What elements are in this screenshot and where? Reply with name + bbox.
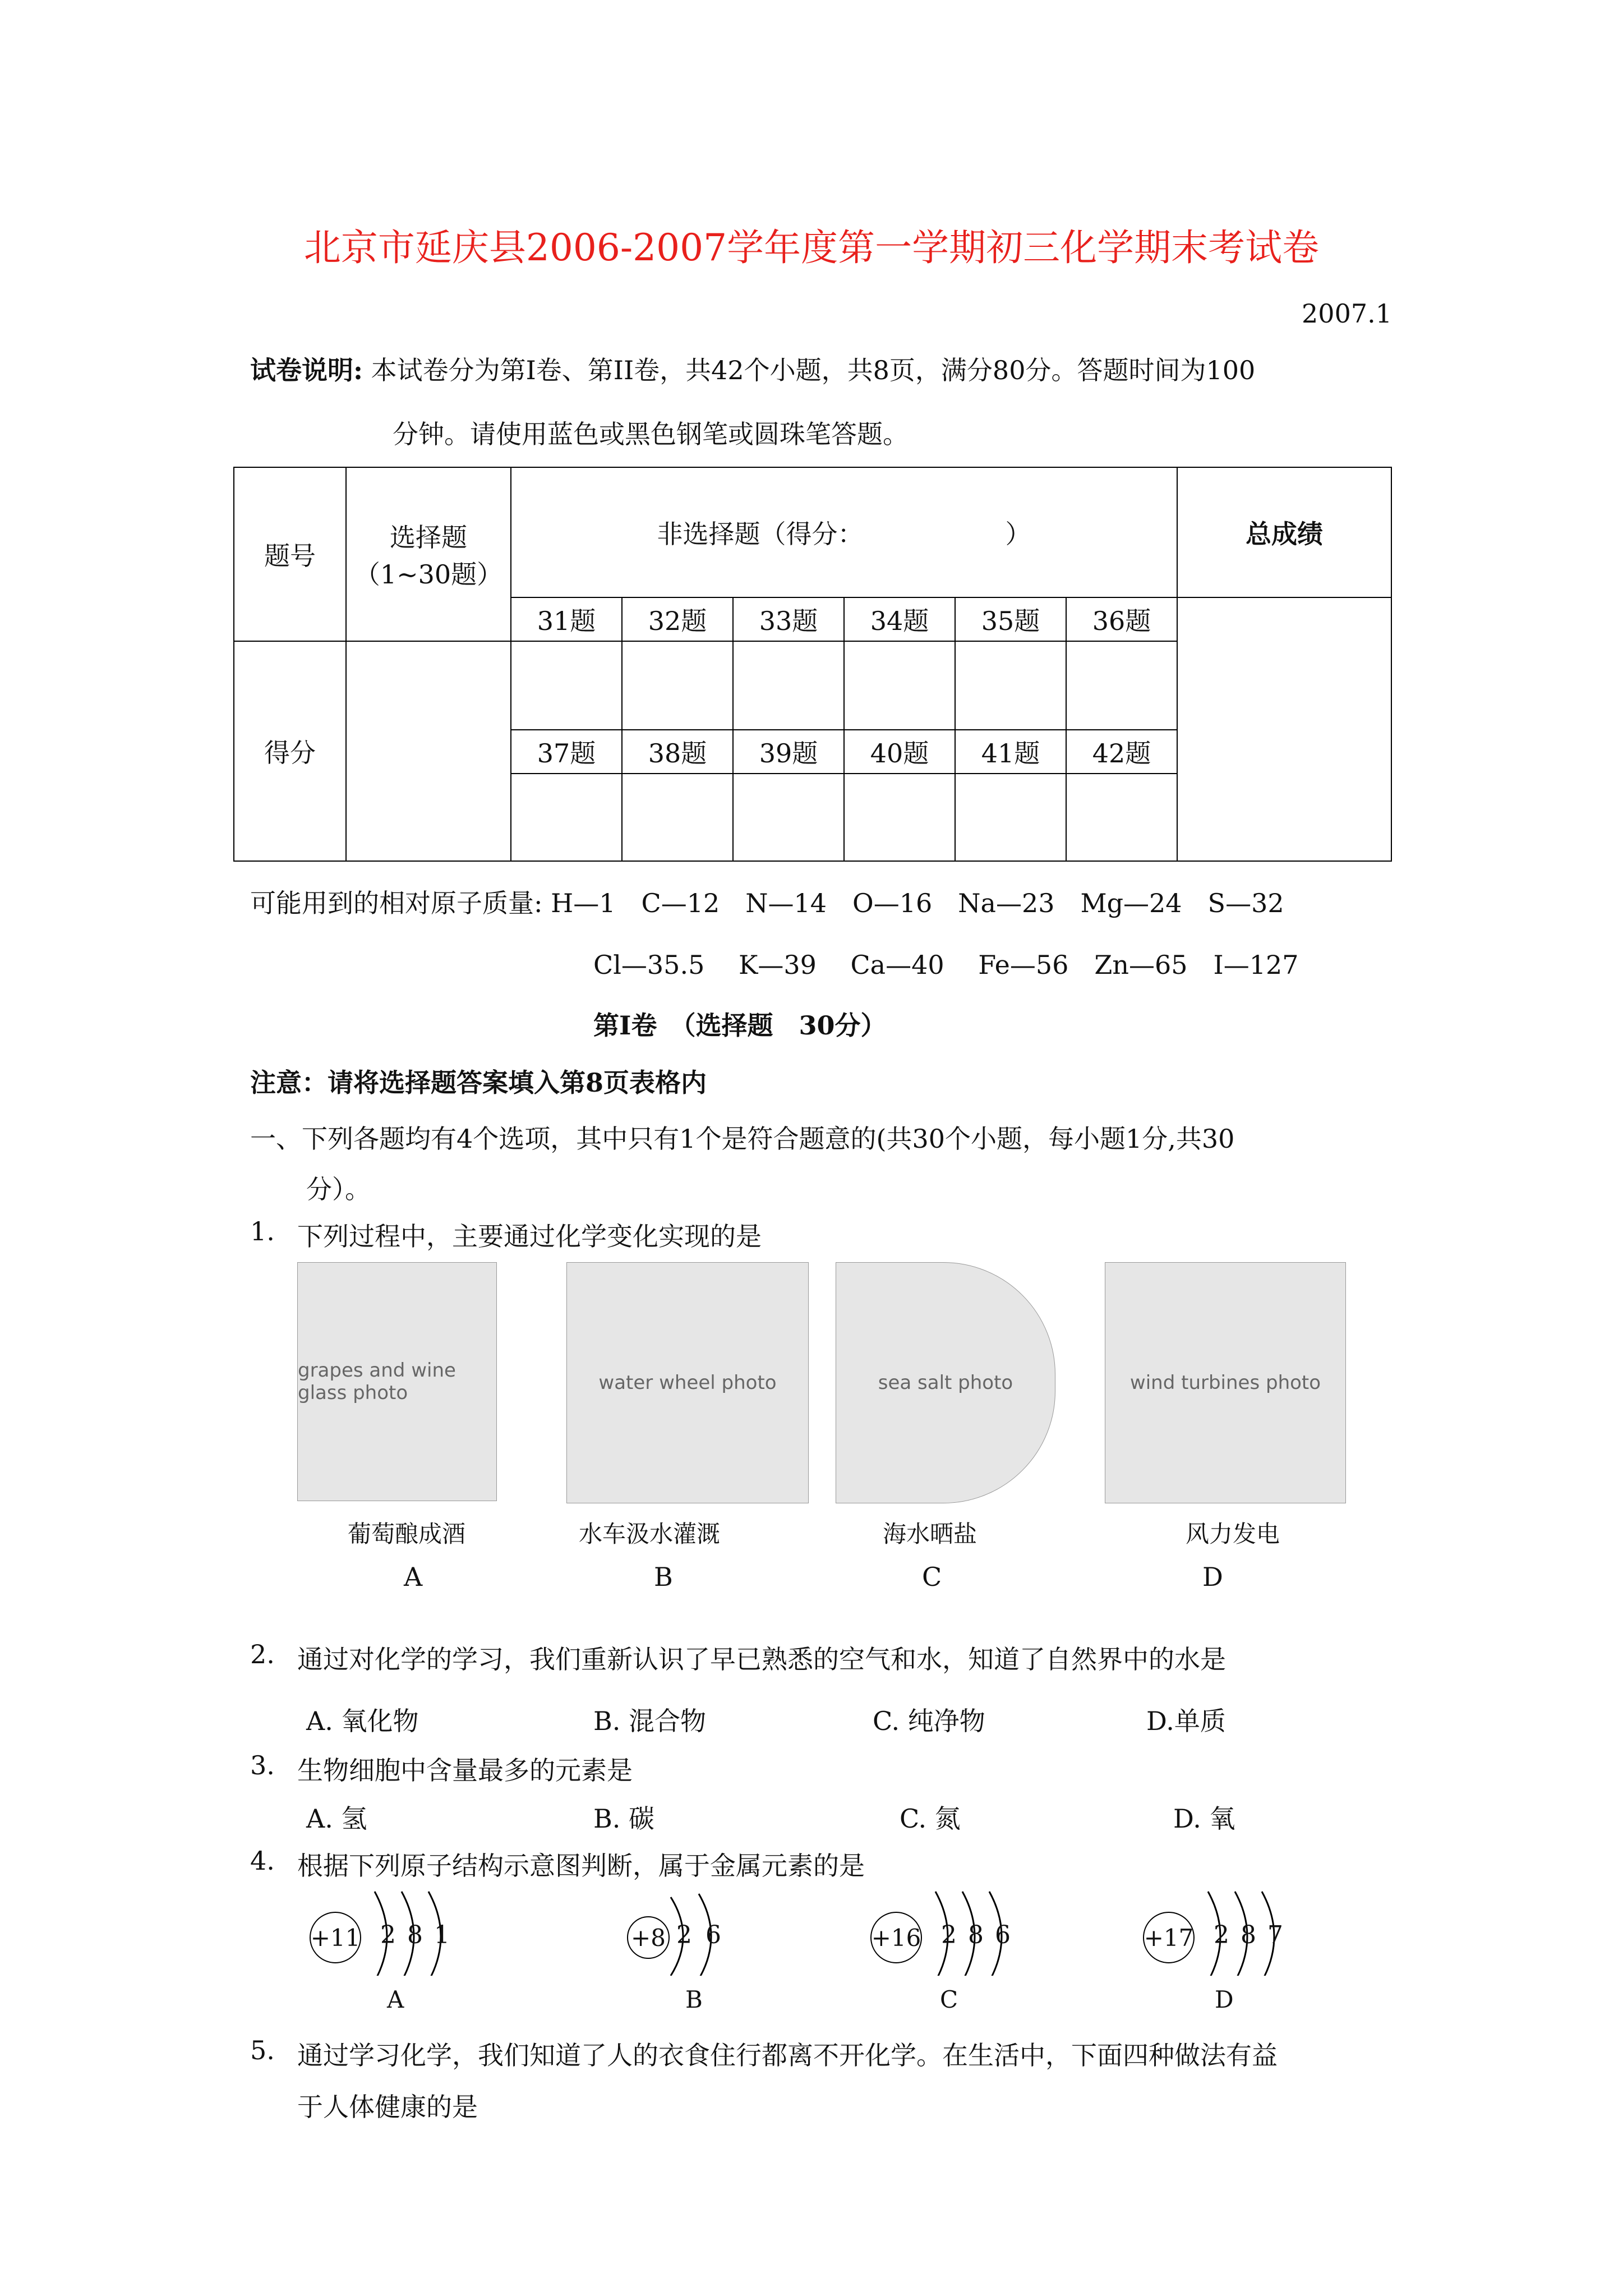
q2-option-d: D.单质	[1146, 1706, 1226, 1736]
q4-letter-d: D	[1215, 1986, 1234, 2013]
score-cell	[622, 641, 733, 730]
score-cell	[733, 774, 844, 861]
exam-title: 北京市延庆县2006-2007学年度第一学期初三化学期末考试卷	[303, 226, 1320, 269]
electron-count: 6	[706, 1921, 721, 1949]
atom-diagram-a	[303, 1880, 494, 1976]
question-label: 34题	[844, 597, 955, 641]
q3-option-d: D. 氧	[1173, 1803, 1235, 1834]
instructions-line1: 本试卷分为第I卷、第II卷，共42个小题，共8页，满分80分。答题时间为100	[371, 355, 1256, 385]
q5-line1: 通过学习化学，我们知道了人的衣食住行都离不开化学。在生活中，下面四种做法有益	[297, 2040, 1278, 2070]
q4-text: 根据下列原子结构示意图判断，属于金属元素的是	[297, 1851, 865, 1881]
q1-letter-a: A	[404, 1562, 423, 1592]
electron-count: 2	[1214, 1921, 1229, 1949]
q4-letter-c: C	[940, 1986, 958, 2013]
atomic-masses-values-2: Cl—35.5 K—39 Ca—40 Fe—56 Zn—65 I—127	[593, 950, 1299, 980]
q4-letter-b: B	[685, 1986, 703, 2013]
q1-image-a: grapes and wine glass photo	[297, 1262, 497, 1501]
question-label: 40题	[844, 730, 955, 774]
q4-letter-a: A	[387, 1986, 404, 2013]
q2-number: 2.	[250, 1639, 275, 1669]
part-one-line1: 一、下列各题均有4个选项，其中只有1个是符合题意的(共30个小题，每小题1分,共30	[250, 1124, 1235, 1154]
score-cell	[955, 774, 1066, 861]
q3-option-a: A. 氢	[306, 1803, 367, 1834]
electron-count: 8	[968, 1921, 984, 1949]
instructions-label: 试卷说明:	[250, 355, 363, 385]
atomic-masses-line1	[250, 883, 1284, 920]
electron-shells-icon	[864, 1880, 1054, 1976]
q1-text: 下列过程中，主要通过化学变化实现的是	[297, 1221, 762, 1251]
part-one-line2: 分）。	[306, 1174, 371, 1204]
score-cell	[844, 641, 955, 730]
question-label: 38题	[622, 730, 733, 774]
choice-header-range: （1~30题）	[354, 559, 503, 590]
electron-count: 2	[941, 1921, 957, 1949]
question-label: 33题	[733, 597, 844, 641]
atom-nucleus: +16	[870, 1912, 922, 1963]
atomic-masses-values-1: H—1 C—12 N—14 O—16 Na—23 Mg—24 S—32	[551, 888, 1284, 918]
atomic-masses-label: 可能用到的相对原子质量:	[250, 888, 543, 918]
q1-number: 1.	[250, 1216, 275, 1246]
question-label: 32题	[622, 597, 733, 641]
q1-image-b: water wheel photo	[566, 1262, 809, 1503]
electron-count: 6	[995, 1921, 1011, 1949]
total-header: 总成绩	[1177, 467, 1391, 597]
q3-number: 3.	[250, 1750, 275, 1780]
question-label: 42题	[1066, 730, 1177, 774]
question-label: 37题	[511, 730, 622, 774]
score-row-header: 得分	[234, 641, 346, 861]
electron-shells-icon	[303, 1880, 494, 1976]
atom-nucleus: +11	[310, 1912, 361, 1963]
q2-option-b: B. 混合物	[593, 1706, 707, 1736]
choice-header	[346, 467, 511, 641]
q5-line2: 于人体健康的是	[297, 2092, 478, 2122]
q1-letter-c: C	[922, 1562, 942, 1592]
q3-option-c: C. 氮	[900, 1803, 961, 1834]
exam-date: 2007.1	[1302, 298, 1392, 329]
q2-text: 通过对化学的学习，我们重新认识了早已熟悉的空气和水，知道了自然界中的水是	[297, 1644, 1226, 1674]
q1-letter-b: B	[654, 1562, 673, 1592]
electron-count: 8	[407, 1921, 423, 1949]
q1-caption-d: 风力发电	[1186, 1520, 1280, 1548]
answer-note: 注意：请将选择题答案填入第8页表格内	[250, 1068, 707, 1098]
q2-option-a: A. 氧化物	[306, 1706, 419, 1736]
q3-text: 生物细胞中含量最多的元素是	[297, 1755, 633, 1786]
q1-caption-c: 海水晒盐	[883, 1520, 978, 1548]
score-cell	[844, 774, 955, 861]
score-table	[233, 467, 1392, 862]
q1-image-d: wind turbines photo	[1105, 1262, 1346, 1503]
atom-diagram-d	[1136, 1880, 1327, 1976]
question-label: 39题	[733, 730, 844, 774]
question-label: 41题	[955, 730, 1066, 774]
electron-count: 8	[1241, 1921, 1256, 1949]
choice-header-label: 选择题	[390, 522, 467, 553]
atom-nucleus: +17	[1143, 1912, 1195, 1963]
instructions-line2: 分钟。请使用蓝色或黑色钢笔或圆珠笔答题。	[393, 419, 909, 449]
score-cell	[955, 641, 1066, 730]
non-choice-header: 非选择题（得分： ）	[511, 467, 1177, 597]
question-number-header: 题号	[234, 467, 346, 641]
total-score-cell	[1177, 597, 1391, 861]
q2-option-c: C. 纯净物	[873, 1706, 985, 1736]
q1-caption-a: 葡萄酿成酒	[348, 1520, 466, 1548]
electron-count: 1	[434, 1921, 450, 1949]
score-cell	[511, 641, 622, 730]
score-cell	[1066, 641, 1177, 730]
section-title: 第I卷 （选择题 30分）	[593, 1010, 887, 1041]
electron-shells-icon	[1136, 1880, 1327, 1976]
instructions	[250, 350, 1255, 387]
q1-caption-b: 水车汲水灌溉	[579, 1520, 721, 1548]
score-cell	[733, 641, 844, 730]
electron-count: 2	[676, 1921, 692, 1949]
atom-diagram-b	[620, 1880, 811, 1976]
q5-number: 5.	[250, 2035, 275, 2065]
choice-score-cell	[346, 641, 511, 861]
electron-count: 7	[1267, 1921, 1283, 1949]
question-label: 36题	[1066, 597, 1177, 641]
electron-count: 2	[380, 1921, 396, 1949]
atom-diagram-c	[864, 1880, 1054, 1976]
atom-nucleus: +8	[627, 1916, 670, 1959]
q4-number: 4.	[250, 1846, 275, 1876]
q3-option-b: B. 碳	[593, 1803, 655, 1834]
question-label: 35题	[955, 597, 1066, 641]
q1-image-c: sea salt photo	[836, 1262, 1055, 1503]
score-cell	[1066, 774, 1177, 861]
score-cell	[511, 774, 622, 861]
question-label: 31题	[511, 597, 622, 641]
q1-letter-d: D	[1202, 1562, 1223, 1592]
score-cell	[622, 774, 733, 861]
